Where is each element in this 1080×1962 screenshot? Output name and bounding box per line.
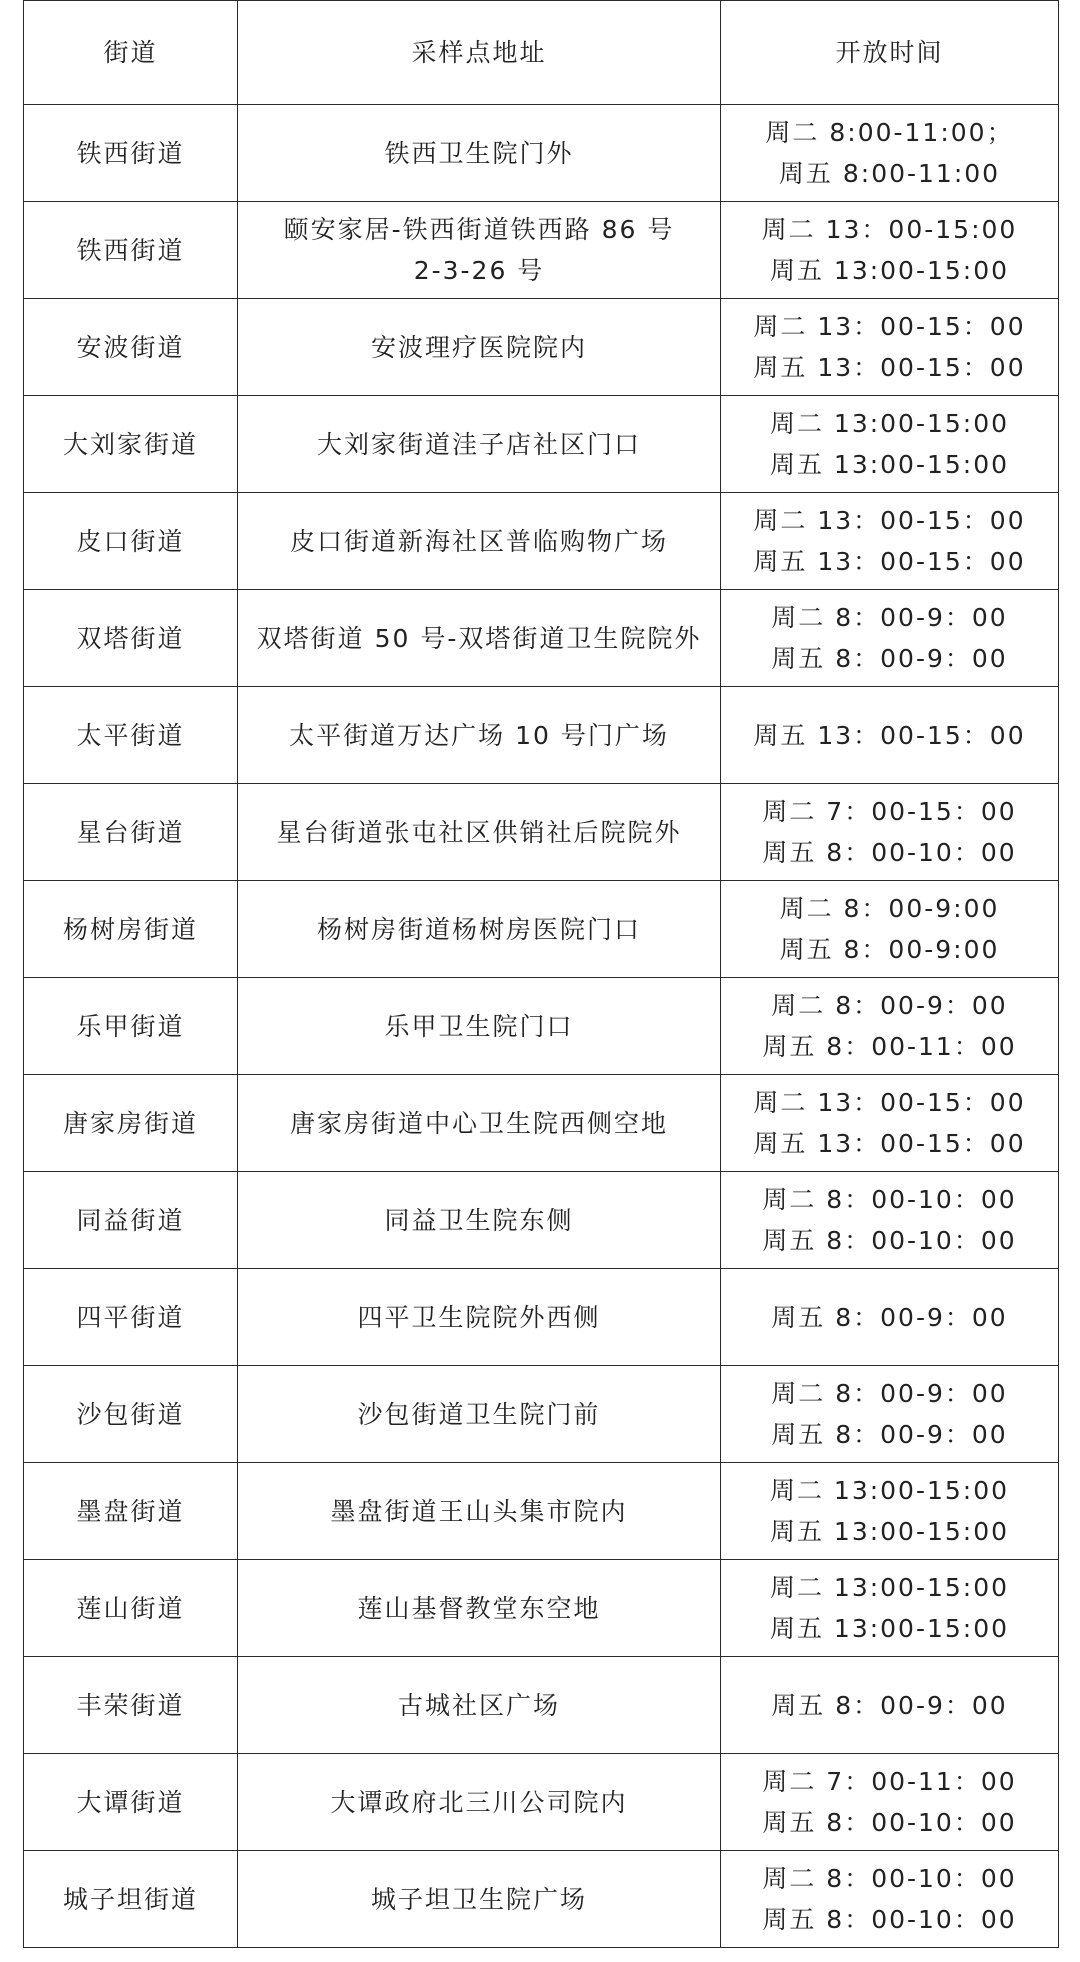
table-row — [24, 1075, 1059, 1172]
address-cell — [238, 881, 721, 978]
address-cell — [238, 978, 721, 1075]
table-row — [24, 1172, 1059, 1269]
street-cell: 星台街道 — [24, 784, 238, 881]
hours-cell — [721, 1657, 1059, 1754]
hours-line: 周五 13:00-15:00 — [769, 1517, 1010, 1546]
hours-cell — [721, 784, 1059, 881]
hours-cell — [721, 493, 1059, 590]
street-cell: 沙包街道 — [24, 1366, 238, 1463]
hours-cell — [721, 978, 1059, 1075]
address-cell — [238, 493, 721, 590]
address-cell — [238, 1075, 721, 1172]
table-row — [24, 1657, 1059, 1754]
address-cell — [238, 1754, 721, 1851]
hours-cell — [721, 1560, 1059, 1657]
address-line: 星台街道张屯社区供销社后院院外 — [276, 817, 682, 847]
street-cell: 双塔街道 — [24, 590, 238, 687]
table-row — [24, 881, 1059, 978]
street-cell: 莲山街道 — [24, 1560, 238, 1657]
hours-line: 周二 13：00-15：00 — [753, 1088, 1026, 1117]
hours-cell — [721, 1075, 1059, 1172]
address-cell — [238, 1657, 721, 1754]
hours-cell — [721, 1851, 1059, 1948]
hours-line: 周二 8：00-9:00 — [779, 894, 1000, 923]
address-line: 大刘家街道洼子店社区门口 — [316, 429, 641, 459]
hours-cell — [721, 1463, 1059, 1560]
hours-line: 周五 8：00-10：00 — [762, 1808, 1017, 1837]
sampling-schedule-document — [23, 0, 1058, 1948]
address-line: 颐安家居-铁西街道铁西路 86 号 — [283, 215, 675, 244]
header-hours: 开放时间 — [721, 1, 1059, 105]
hours-cell — [721, 105, 1059, 202]
address-cell — [238, 1172, 721, 1269]
hours-line: 周五 8：00-9：00 — [771, 1420, 1008, 1449]
address-cell — [238, 1463, 721, 1560]
address-cell — [238, 1366, 721, 1463]
street-cell: 同益街道 — [24, 1172, 238, 1269]
hours-line: 周五 8：00-9：00 — [771, 1302, 1008, 1332]
hours-cell — [721, 396, 1059, 493]
hours-line: 周五 13：00-15：00 — [753, 1129, 1026, 1158]
address-cell — [238, 105, 721, 202]
hours-cell — [721, 687, 1059, 784]
hours-line: 周二 13:00-15:00 — [769, 1476, 1010, 1505]
table-row — [24, 1560, 1059, 1657]
address-line: 沙包街道卫生院门前 — [357, 1399, 601, 1429]
hours-line: 周五 13:00-15:00 — [769, 256, 1010, 285]
address-line: 安波理疗医院院内 — [370, 332, 587, 362]
hours-cell — [721, 1172, 1059, 1269]
header-street: 街道 — [24, 1, 238, 105]
hours-line: 周二 8：00-9：00 — [771, 603, 1008, 632]
hours-line: 周二 13:00-15:00 — [769, 1573, 1010, 1602]
address-line: 杨树房街道杨树房医院门口 — [316, 914, 641, 944]
hours-line: 周五 13：00-15：00 — [753, 353, 1026, 382]
address-cell — [238, 687, 721, 784]
address-cell — [238, 590, 721, 687]
address-line: 太平街道万达广场 10 号门广场 — [289, 720, 669, 750]
address-cell — [238, 1851, 721, 1948]
address-cell — [238, 1560, 721, 1657]
address-cell — [238, 202, 721, 299]
table-row — [24, 687, 1059, 784]
address-line: 大谭政府北三川公司院内 — [330, 1787, 628, 1817]
table-row — [24, 1463, 1059, 1560]
hours-cell — [721, 202, 1059, 299]
street-cell: 四平街道 — [24, 1269, 238, 1366]
address-line: 2-3-26 号 — [413, 256, 545, 285]
address-cell — [238, 1269, 721, 1366]
hours-line: 周五 13：00-15：00 — [753, 720, 1026, 750]
address-line: 古城社区广场 — [397, 1690, 560, 1720]
hours-cell — [721, 299, 1059, 396]
header-address: 采样点地址 — [238, 1, 721, 105]
table-row — [24, 1851, 1059, 1948]
hours-line: 周五 8：00-9：00 — [771, 1690, 1008, 1720]
hours-line: 周二 13：00-15：00 — [753, 506, 1026, 535]
hours-line: 周五 13:00-15:00 — [769, 1614, 1010, 1643]
hours-line: 周二 13：00-15：00 — [753, 312, 1026, 341]
table-body — [24, 105, 1059, 1948]
hours-line: 周五 8：00-10：00 — [762, 1226, 1017, 1255]
address-cell — [238, 396, 721, 493]
street-cell: 杨树房街道 — [24, 881, 238, 978]
address-line: 唐家房街道中心卫生院西侧空地 — [289, 1108, 668, 1138]
sampling-schedule-table — [23, 0, 1059, 1948]
hours-line: 周五 8：00-10：00 — [762, 1905, 1017, 1934]
hours-line: 周五 8:00-11:00 — [778, 159, 1001, 188]
address-cell — [238, 784, 721, 881]
address-line: 铁西卫生院门外 — [384, 138, 574, 168]
hours-line: 周二 8：00-10：00 — [762, 1185, 1017, 1214]
hours-line: 周五 8：00-10：00 — [762, 838, 1017, 867]
table-header-row — [24, 1, 1059, 105]
hours-line: 周五 8：00-9:00 — [779, 935, 1000, 964]
address-line: 莲山基督教堂东空地 — [357, 1593, 601, 1623]
street-cell: 乐甲街道 — [24, 978, 238, 1075]
street-cell: 铁西街道 — [24, 105, 238, 202]
address-line: 皮口街道新海社区普临购物广场 — [289, 526, 668, 556]
hours-line: 周二 13：00-15:00 — [761, 215, 1018, 244]
table-row — [24, 1754, 1059, 1851]
hours-line: 周五 8：00-11：00 — [762, 1032, 1017, 1061]
table-row — [24, 105, 1059, 202]
street-cell: 太平街道 — [24, 687, 238, 784]
table-row — [24, 590, 1059, 687]
street-cell: 皮口街道 — [24, 493, 238, 590]
hours-line: 周五 13：00-15：00 — [753, 547, 1026, 576]
table-row — [24, 784, 1059, 881]
hours-cell — [721, 1754, 1059, 1851]
hours-line: 周二 8：00-9：00 — [771, 1379, 1008, 1408]
street-cell: 铁西街道 — [24, 202, 238, 299]
table-row — [24, 1366, 1059, 1463]
street-cell: 安波街道 — [24, 299, 238, 396]
address-line: 乐甲卫生院门口 — [384, 1011, 574, 1041]
table-row — [24, 396, 1059, 493]
table-row — [24, 202, 1059, 299]
street-cell: 大谭街道 — [24, 1754, 238, 1851]
address-line: 四平卫生院院外西侧 — [357, 1302, 601, 1332]
street-cell: 丰荣街道 — [24, 1657, 238, 1754]
street-cell: 城子坦街道 — [24, 1851, 238, 1948]
address-line: 同益卫生院东侧 — [384, 1205, 574, 1235]
hours-cell — [721, 590, 1059, 687]
hours-line: 周二 8：00-10：00 — [762, 1864, 1017, 1893]
table-row — [24, 493, 1059, 590]
street-cell: 唐家房街道 — [24, 1075, 238, 1172]
hours-line: 周二 7：00-15：00 — [762, 797, 1017, 826]
table-row — [24, 1269, 1059, 1366]
hours-line: 周二 7：00-11：00 — [762, 1767, 1017, 1796]
street-cell: 墨盘街道 — [24, 1463, 238, 1560]
hours-cell — [721, 881, 1059, 978]
hours-line: 周二 8：00-9：00 — [771, 991, 1008, 1020]
address-cell — [238, 299, 721, 396]
hours-line: 周五 8：00-9：00 — [771, 644, 1008, 673]
address-line: 城子坦卫生院广场 — [370, 1884, 587, 1914]
address-line: 墨盘街道王山头集市院内 — [330, 1496, 628, 1526]
street-cell: 大刘家街道 — [24, 396, 238, 493]
table-row — [24, 299, 1059, 396]
hours-cell — [721, 1366, 1059, 1463]
table-row — [24, 978, 1059, 1075]
hours-cell — [721, 1269, 1059, 1366]
address-line: 双塔街道 50 号-双塔街道卫生院院外 — [256, 623, 702, 653]
hours-line: 周五 13:00-15:00 — [769, 450, 1010, 479]
hours-line: 周二 8:00-11:00； — [765, 118, 1014, 147]
hours-line: 周二 13:00-15:00 — [769, 409, 1010, 438]
